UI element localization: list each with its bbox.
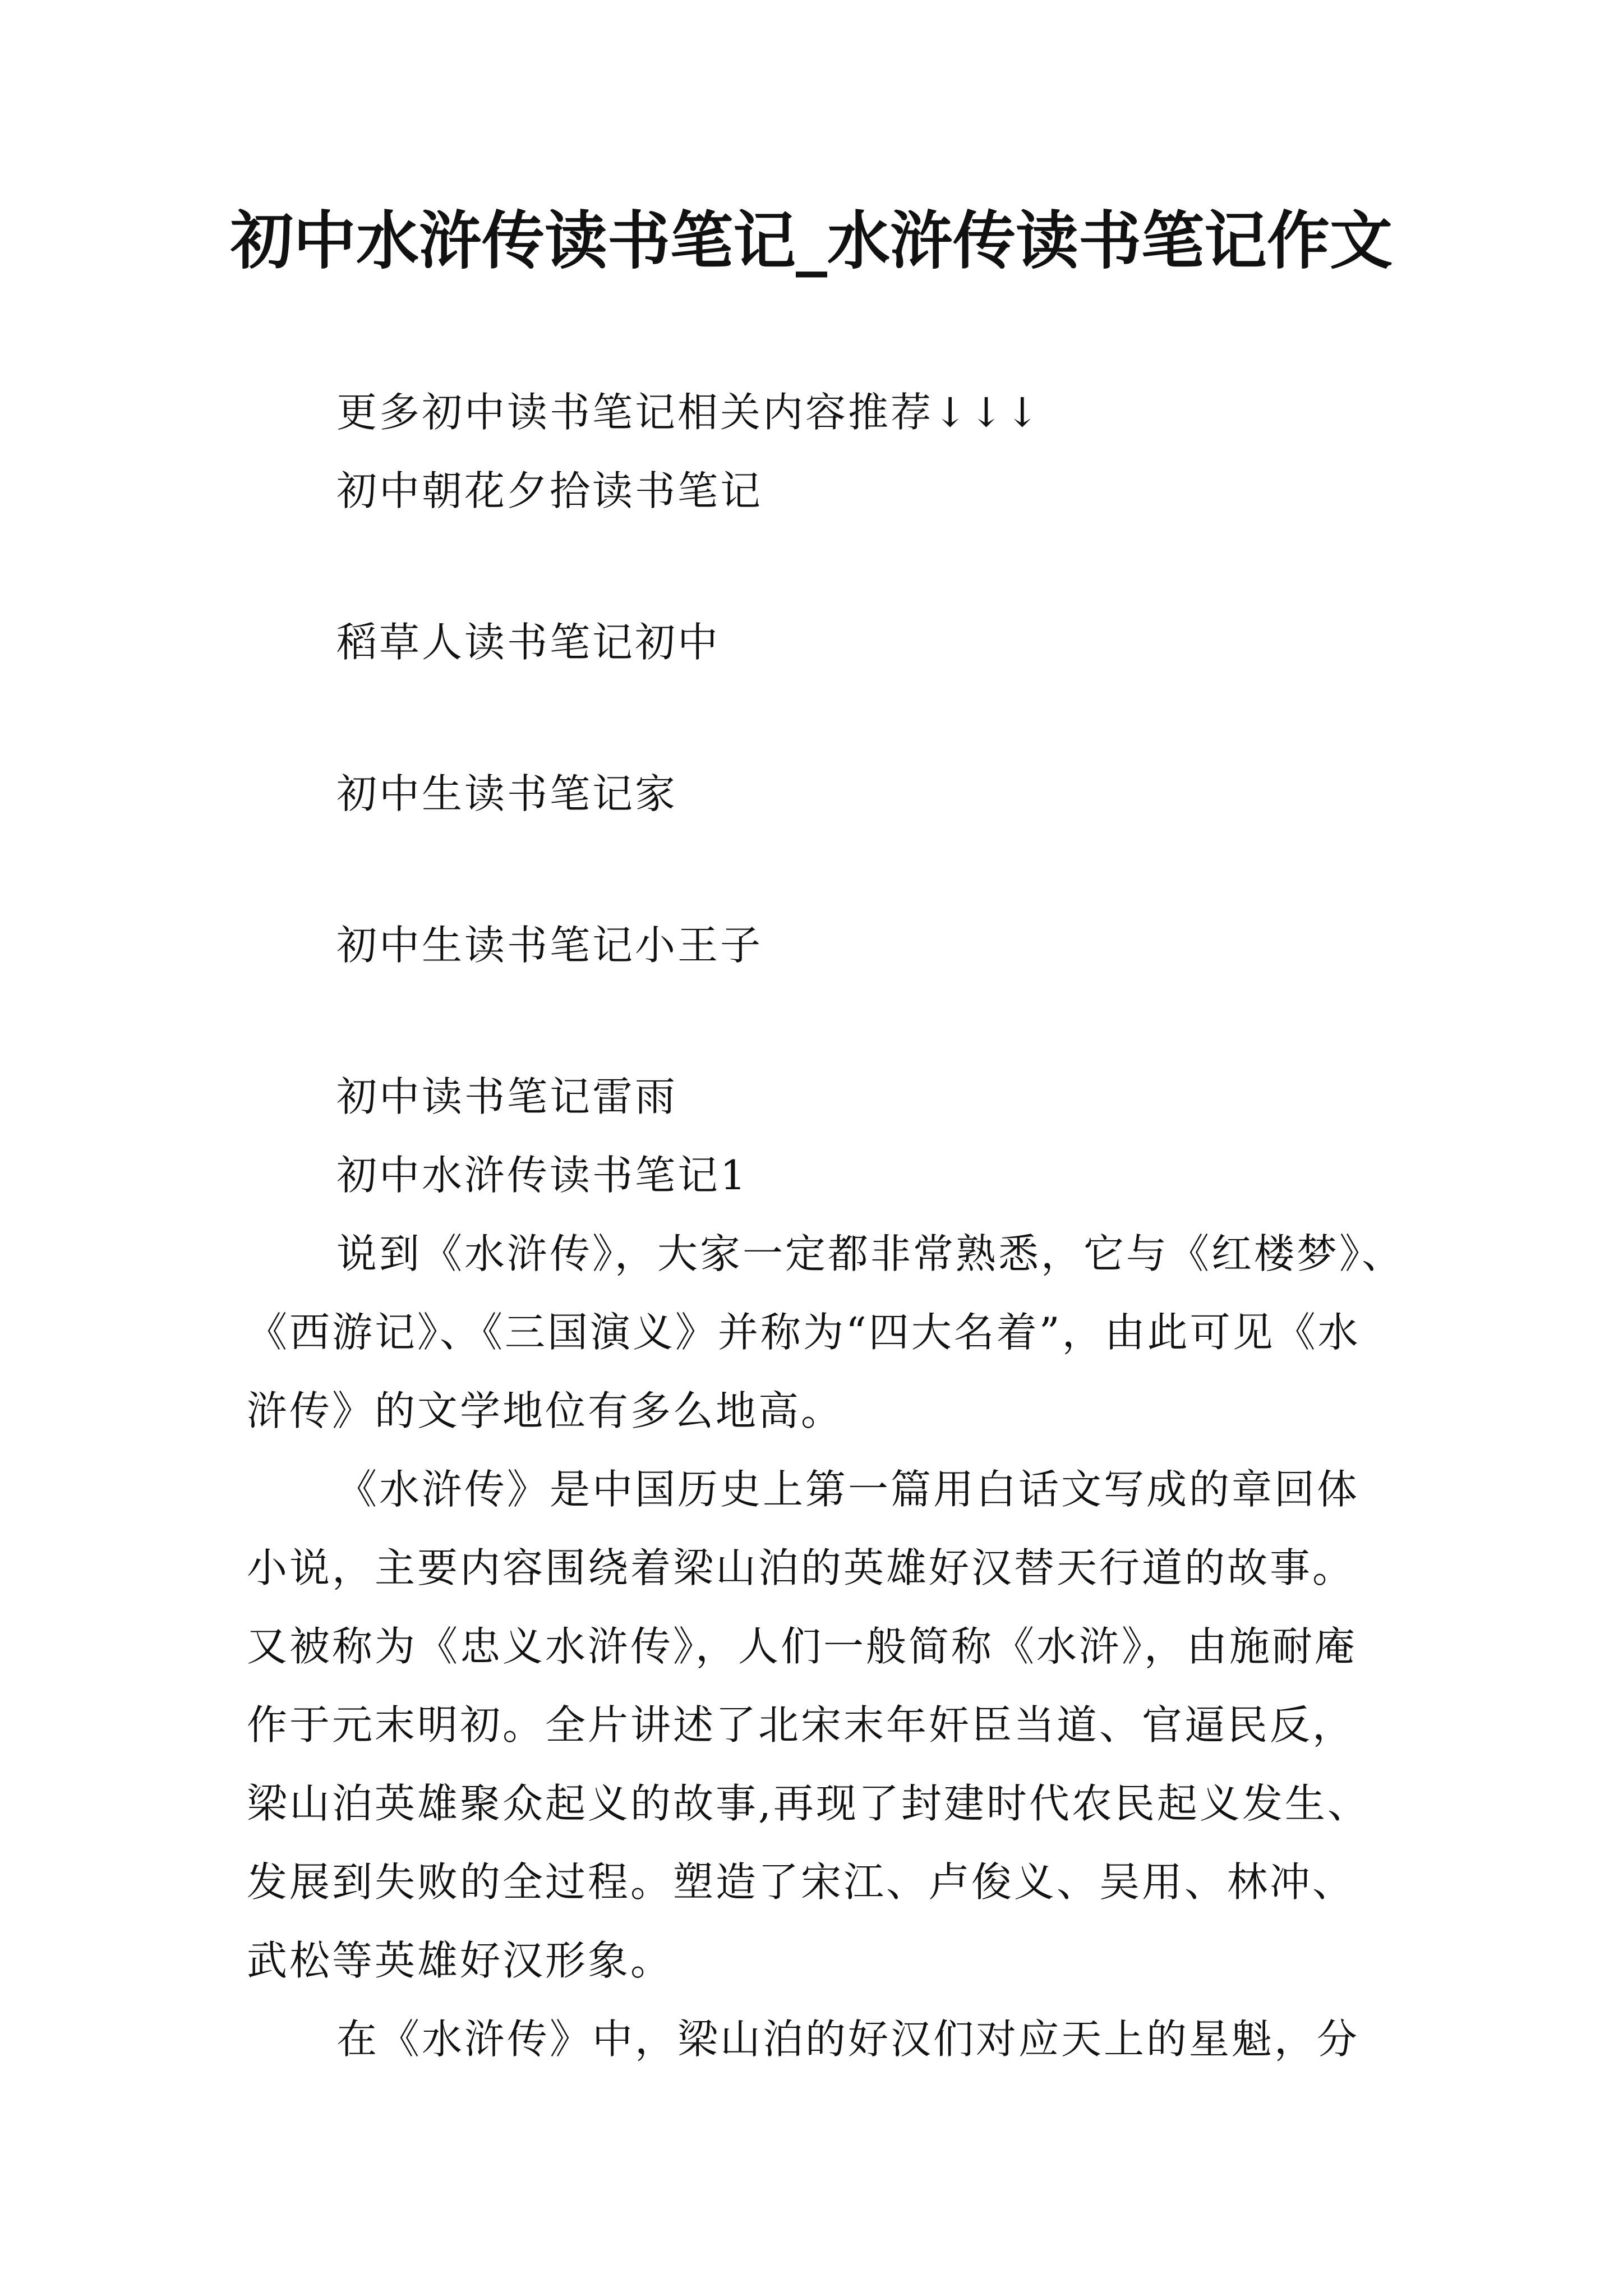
paragraph-line: 又被称为《忠义水浒传》，人们一般简称《水浒》，由施耐庵 <box>247 1623 1358 1670</box>
recommend-heading: 更多初中读书笔记相关内容推荐↓↓↓ <box>336 389 1041 436</box>
paragraph-line: 《西游记》、《三国演义》并称为“四大名着”，由此可见《水 <box>247 1309 1361 1356</box>
recommend-link[interactable]: 稻草人读书笔记初中 <box>336 619 721 666</box>
paragraph-line: 武松等英雄好汉形象。 <box>247 1937 674 1984</box>
recommend-link[interactable]: 初中生读书笔记家 <box>336 770 678 817</box>
paragraph-line: 小说，主要内容围绕着梁山泊的英雄好汉替天行道的故事。 <box>247 1544 1355 1591</box>
paragraph-line: 梁山泊英雄聚众起义的故事,再现了封建时代农民起义发生、 <box>247 1780 1370 1827</box>
page-title: 初中水浒传读书笔记_水浒传读书笔记作文 <box>230 204 1393 278</box>
paragraph-line: 发展到失败的全过程。塑造了宋江、卢俊义、吴用、林冲、 <box>247 1858 1355 1906</box>
section-heading: 初中水浒传读书笔记1 <box>336 1152 748 1199</box>
paragraph-line: 说到《水浒传》，大家一定都非常熟悉，它与《红楼梦》、 <box>336 1230 1405 1277</box>
recommend-link[interactable]: 初中生读书笔记小王子 <box>336 922 763 969</box>
recommend-link[interactable]: 初中朝花夕拾读书笔记 <box>336 467 763 514</box>
recommend-link[interactable]: 初中读书笔记雷雨 <box>336 1073 678 1120</box>
paragraph-line: 浒传》的文学地位有多么地高。 <box>247 1387 844 1434</box>
paragraph-line: 作于元末明初。全片讲述了北宋末年奸臣当道、官逼民反， <box>247 1701 1355 1749</box>
paragraph-line: 《水浒传》是中国历史上第一篇用白话文写成的章回体 <box>336 1466 1360 1513</box>
paragraph-line: 在《水浒传》中，梁山泊的好汉们对应天上的星魁，分 <box>336 2016 1360 2063</box>
